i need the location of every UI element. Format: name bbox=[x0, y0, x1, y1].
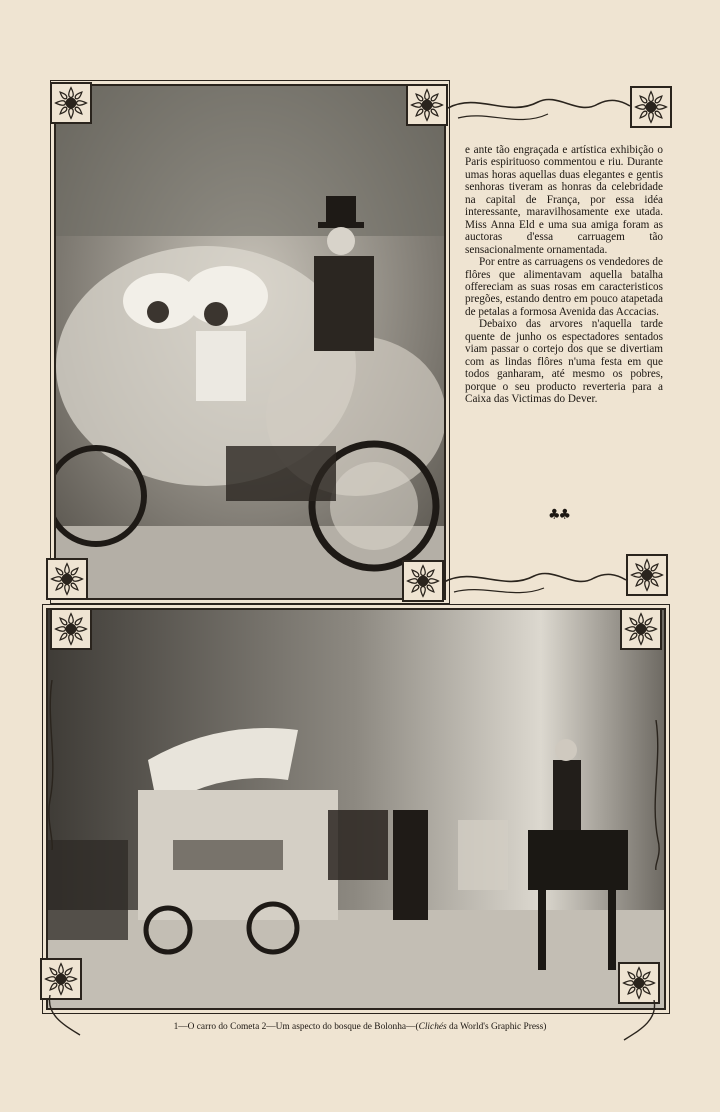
flower-ornament-icon bbox=[620, 608, 662, 650]
swirl-ornament-left bbox=[44, 680, 60, 850]
flower-ornament-icon bbox=[402, 560, 444, 602]
caption-text: 1—O carro do Cometa 2—Um aspecto do bosque de Bolonha—( bbox=[173, 1022, 419, 1032]
flower-ornament-icon bbox=[406, 84, 448, 126]
flower-ornament-icon bbox=[630, 86, 672, 128]
photo-flower-carriage-image bbox=[56, 86, 444, 598]
flower-ornament-icon bbox=[40, 958, 82, 1000]
photo-bois-de-boulogne-image bbox=[48, 610, 664, 1008]
photo-bois-de-boulogne bbox=[46, 608, 666, 1010]
caption-credit: da World's Graphic Press) bbox=[446, 1022, 547, 1032]
flower-ornament-icon bbox=[626, 554, 668, 596]
flower-ornament-icon bbox=[50, 82, 92, 124]
photo-caption bbox=[0, 1022, 720, 1032]
flower-ornament-icon bbox=[46, 558, 88, 600]
caption-credit-italic: Clichés bbox=[418, 1022, 447, 1032]
article-column bbox=[465, 144, 663, 406]
swirl-ornament-right bbox=[648, 720, 664, 870]
swirl-ornament-top bbox=[448, 88, 630, 128]
article-paragraph: Debaixo das arvores n'aquella tarde quente de junho os espectadores sentados viam passar o cortejo dos que se divertiam com as lindas flôres n'uma festa em que todos ganharam, até mesmo os pobres, porque o seu producto reverteria para a Caixa das Victimas do Dever. bbox=[465, 318, 663, 406]
swirl-ornament-bottom-left bbox=[44, 995, 84, 1040]
flower-ornament-icon bbox=[618, 962, 660, 1004]
end-mark-ornament: ♣♣ bbox=[548, 507, 570, 523]
photo-flower-carriage bbox=[54, 84, 446, 600]
article-paragraph: Por entre as carruagens os vendedores de flôres que alimentavam aquella batalha offereciam as suas rosas em caracteristicos pregões, estando dentro em pouco atapetada de petalas a formosa Avenida das Accacias. bbox=[465, 256, 663, 318]
swirl-ornament-middle bbox=[444, 560, 626, 600]
article-paragraph: e ante tão engraçada e artística exhibição o Paris espirituoso commentou e riu. Durante umas horas aquellas duas elegantes e gentis senhoras tiveram as honras da celebridade na capital de França, por essa idéa interessante, maravilhosamente exe utada. Miss Anna Eld e uma sua amiga foram as auctoras d'essa carruagem tão sensacionalmente ornamentada. bbox=[465, 144, 663, 256]
flower-ornament-icon bbox=[50, 608, 92, 650]
